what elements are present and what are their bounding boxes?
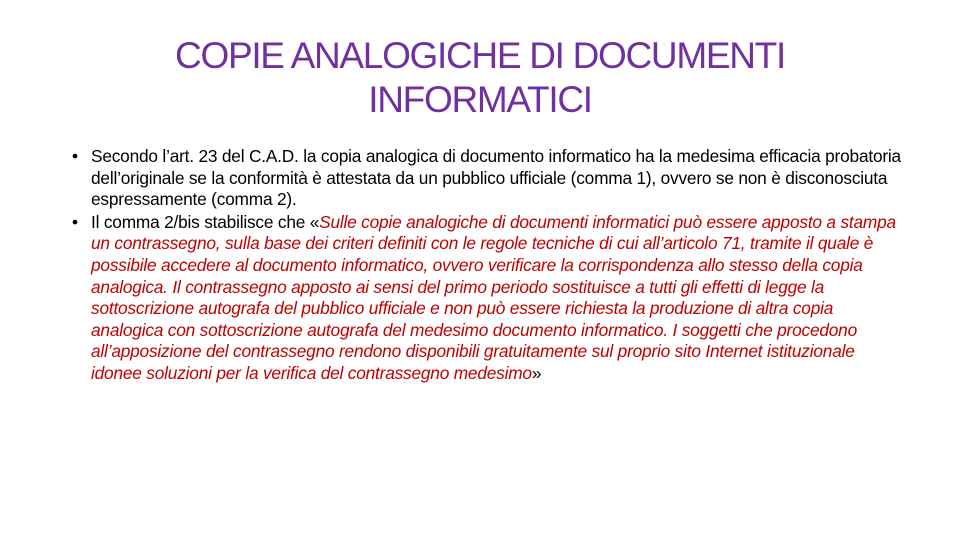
quoted-law-text: Sulle copie analogiche di documenti informatici può essere apposto a stampa un contrassegno, sulla base dei criteri definiti con le regole tecniche di cui all’articolo 71, tramite il quale è possibile accedere al documento informatico, ovvero verificare la corrispondenza allo stesso della copia analogica. Il contrassegno apposto ai sensi del primo periodo sostituisce a tutti gli effetti di legge la sottoscrizione autografa del pubblico ufficiale e non può essere richiesta la produzione di altra copia analogica con sottoscrizione autografa del medesimo documento informatico. I soggetti che procedono all’apposizione del contrassegno rendono disponibili gratuitamente sul proprio sito Internet istituzionale idonee soluzioni per la verifica del contrassegno medesimo: [91, 211, 896, 383]
bullet-text-suffix: »: [531, 362, 542, 383]
slide-title: [100, 34, 860, 122]
slide-title-line-1: COPIE ANALOGICHE DI DOCUMENTI: [175, 35, 785, 76]
bullet-item: [72, 146, 902, 211]
bullet-marker: •: [72, 211, 78, 232]
bullet-text: Secondo l’art. 23 del C.A.D. la copia analogica di documento informatico ha la medesima efficacia probatoria dell’originale se la conformità è attestata da un pubblico ufficiale (comma 1), ovvero se non è disconosciuta espressamente (comma 2).: [91, 146, 901, 210]
bullet-item: [72, 212, 902, 385]
bullet-marker: •: [72, 146, 78, 166]
bullet-text-prefix: Il comma 2/bis stabilisce che «: [91, 211, 320, 232]
slide-body: [72, 146, 902, 386]
slide-title-line-2: INFORMATICI: [368, 79, 592, 120]
